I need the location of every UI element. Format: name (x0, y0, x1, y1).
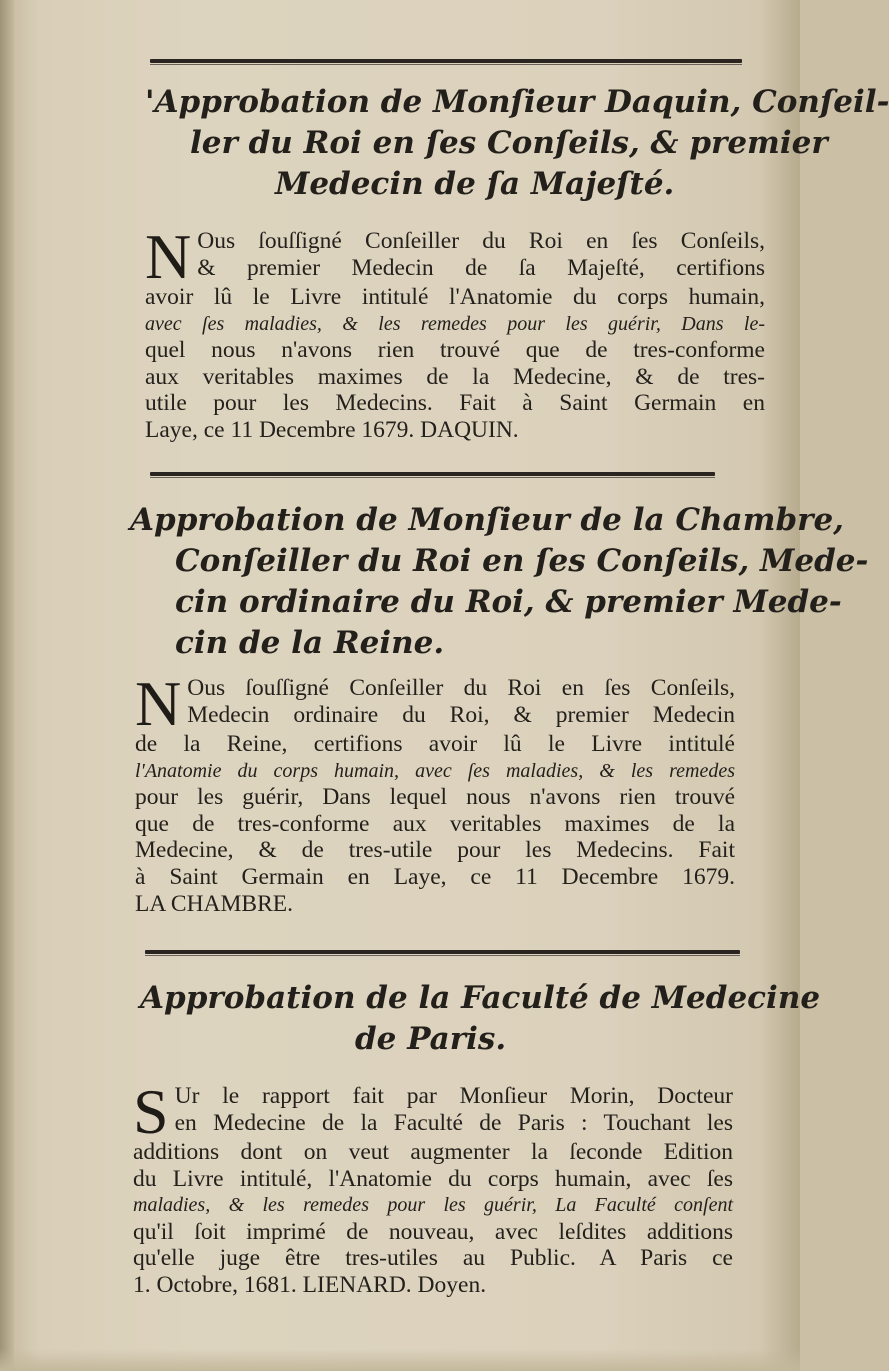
text-line: Medecin ordinaire du Roi, & premier Medecin (187, 701, 735, 728)
text-line: Ous ſouſſigné Conſeiller du Roi en ſes Conſeils, (197, 228, 765, 254)
heading-line: Approbation de la Faculté de Medecine (140, 980, 821, 1016)
text-line: aux veritables maximes de la Medecine, & de tres- (145, 363, 765, 390)
text-line: qu'il ſoit imprimé de nouveau, avec leſdites additions (133, 1218, 733, 1245)
page-bottom-edge (0, 1349, 800, 1371)
text-line: de la Reine, certifions avoir lû le Livre intitulé (135, 731, 735, 757)
text-line: maladies, & les remedes pour les guérir, La Faculté conſent (133, 1194, 733, 1217)
text-line: & premier Medecin de ſa Majeſté, certifions (197, 254, 765, 281)
heading-line: ler du Roi en ſes Conſeils, & premier (190, 125, 828, 161)
heading-line: Medecin de ſa Majeſté. (275, 166, 675, 202)
text-line: à Saint Germain en Laye, ce 11 Decembre 1679. (135, 863, 735, 890)
heading-line: Approbation de Monſieur de la Chambre, (130, 502, 844, 538)
text-line: utile pour les Medecins. Fait à Saint Germain en (145, 390, 765, 417)
approbation-daquin-heading (145, 82, 889, 205)
section-rule (150, 472, 715, 476)
text-line: 1. Octobre, 1681. LIENARD. Doyen. (133, 1271, 487, 1298)
drop-cap: N (135, 668, 182, 739)
drop-cap: N (145, 221, 192, 292)
approbation-daquin-text (145, 221, 765, 444)
text-line: Laye, ce 11 Decembre 1679. DAQUIN. (145, 416, 519, 443)
text-line: additions dont on veut augmenter la ſeconde Edition (133, 1139, 733, 1165)
text-line: qu'elle juge être tres-utiles au Public. A Paris ce (133, 1245, 733, 1272)
section-rule (145, 950, 740, 954)
text-line: du Livre intitulé, l'Anatomie du corps humain, avec ſes (133, 1165, 733, 1192)
heading-line: 'Approbation de Monſieur Daquin, Conſeil- (145, 84, 889, 120)
approbation-chambre-heading (130, 500, 869, 664)
heading-line: cin de la Reine. (175, 625, 445, 661)
approbation-chambre-text (135, 668, 735, 917)
text-line: Ous ſouſſigné Conſeiller du Roi en ſes Conſeils, (187, 675, 735, 701)
text-line: LA CHAMBRE. (135, 890, 293, 917)
approbation-faculte-heading (140, 978, 821, 1060)
text-line: l'Anatomie du corps humain, avec ſes maladies, & les remedes (135, 759, 735, 782)
text-line: en Medecine de la Faculté de Paris : Touchant les (174, 1109, 733, 1136)
text-line: avec ſes maladies, & les remedes pour les guérir, Dans le- (145, 312, 765, 335)
drop-cap: S (133, 1076, 169, 1147)
heading-line: Conſeiller du Roi en ſes Conſeils, Mede- (175, 543, 869, 579)
text-line: Medecine, & de tres-utile pour les Medecins. Fait (135, 837, 735, 864)
text-line: que de tres-conforme aux veritables maximes de la (135, 810, 735, 837)
text-line: quel nous n'avons rien trouvé que de tres-conforme (145, 337, 765, 364)
text-line: Ur le rapport fait par Monſieur Morin, Docteur (174, 1083, 733, 1109)
text-line: avoir lû le Livre intitulé l'Anatomie du corps humain, (145, 284, 765, 310)
heading-line: de Paris. (355, 1021, 507, 1057)
text-line: pour les guérir, Dans lequel nous n'avons rien trouvé (135, 784, 735, 811)
approbation-faculte-text (133, 1076, 733, 1299)
heading-line: cin ordinaire du Roi, & premier Mede- (175, 584, 842, 620)
top-rule (150, 59, 742, 63)
page-gutter (0, 0, 14, 1371)
